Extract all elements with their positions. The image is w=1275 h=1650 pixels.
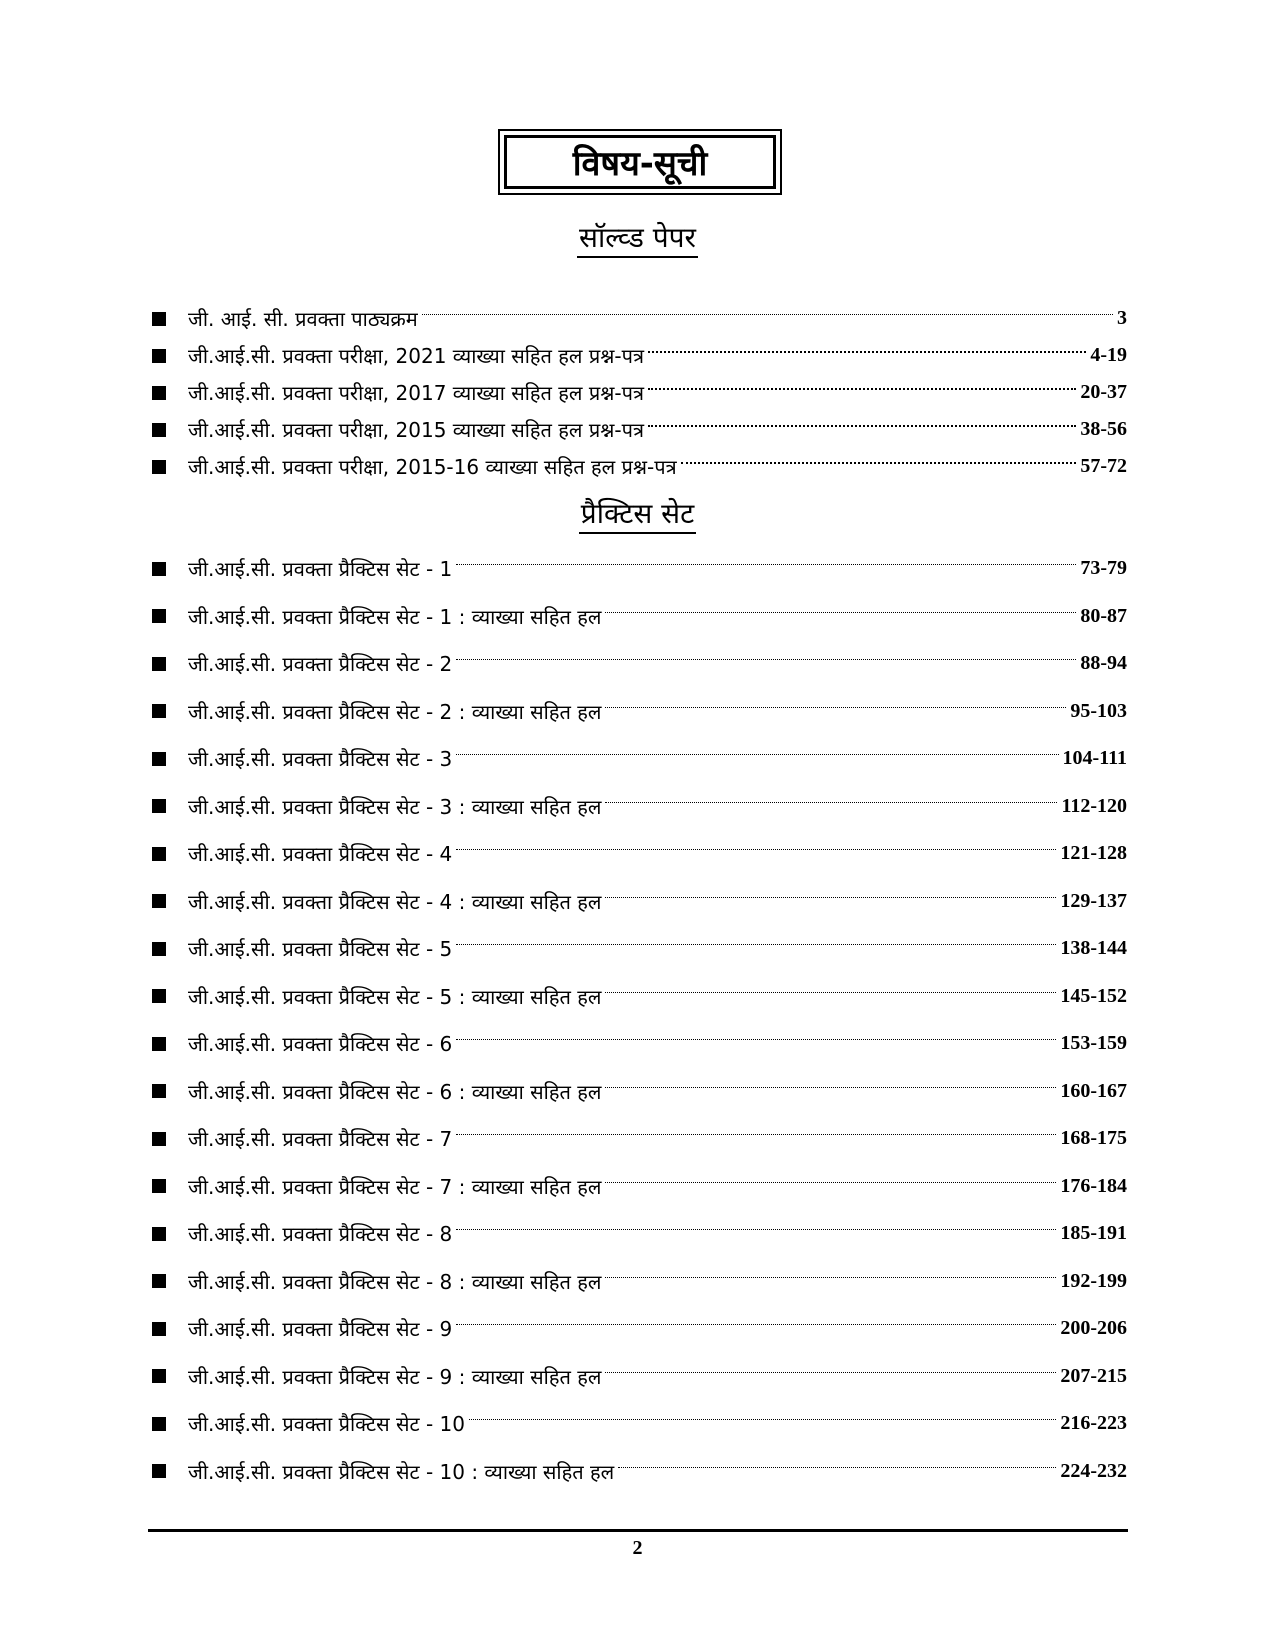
toc-entry[interactable] <box>152 1210 1127 1258</box>
toc-entry-title: जी.आई.सी. प्रवक्ता प्रैक्टिस सेट - 4 : व्याख्या सहित हल <box>188 889 602 914</box>
toc-entry-title: जी.आई.सी. प्रवक्ता प्रैक्टिस सेट - 1 <box>188 557 453 582</box>
square-bullet-icon <box>152 1369 166 1383</box>
dot-leader <box>605 707 1066 708</box>
toc-entry[interactable] <box>152 1448 1127 1496</box>
toc-entry-pages: 104-111 <box>1062 747 1127 770</box>
toc-entry[interactable] <box>152 830 1127 878</box>
toc-entry-title: जी.आई.सी. प्रवक्ता प्रैक्टिस सेट - 1 : व्याख्या सहित हल <box>188 604 602 629</box>
square-bullet-icon <box>152 349 166 363</box>
toc-entry[interactable] <box>152 973 1127 1021</box>
dot-leader <box>605 1372 1056 1373</box>
solved-papers-heading-text: सॉल्व्ड पेपर <box>577 221 698 258</box>
square-bullet-icon <box>152 562 166 576</box>
toc-entry-pages: 176-184 <box>1060 1174 1127 1197</box>
dot-leader <box>605 1182 1056 1183</box>
toc-entry-title: जी.आई.सी. प्रवक्ता प्रैक्टिस सेट - 2 : व्याख्या सहित हल <box>188 699 602 724</box>
dot-leader <box>605 897 1056 898</box>
contents-title: विषय-सूची <box>504 135 776 189</box>
toc-entry-pages: 216-223 <box>1060 1412 1127 1435</box>
square-bullet-icon <box>152 942 166 956</box>
dot-leader <box>422 314 1113 315</box>
toc-entry-title: जी.आई.सी. प्रवक्ता प्रैक्टिस सेट - 9 : व्याख्या सहित हल <box>188 1364 602 1389</box>
dot-leader <box>456 1324 1056 1325</box>
toc-entry[interactable] <box>152 1305 1127 1353</box>
toc-entry-title: जी.आई.सी. प्रवक्ता प्रैक्टिस सेट - 6 <box>188 1032 453 1057</box>
toc-entry-pages: 20-37 <box>1080 381 1127 403</box>
toc-entry-pages: 145-152 <box>1060 984 1127 1007</box>
dot-leader <box>648 351 1086 353</box>
dot-leader <box>681 462 1077 464</box>
toc-entry-pages: 112-120 <box>1061 794 1127 817</box>
toc-entry[interactable] <box>152 300 1127 337</box>
toc-entry-title: जी.आई.सी. प्रवक्ता प्रैक्टिस सेट - 5 : व्याख्या सहित हल <box>188 984 602 1009</box>
square-bullet-icon <box>152 1084 166 1098</box>
practice-sets-heading <box>0 494 1275 532</box>
square-bullet-icon <box>152 386 166 400</box>
dot-leader <box>605 802 1057 803</box>
dot-leader <box>618 1467 1056 1468</box>
toc-entry-pages: 121-128 <box>1060 842 1127 865</box>
toc-entry-pages: 192-199 <box>1060 1269 1127 1292</box>
square-bullet-icon <box>152 657 166 671</box>
square-bullet-icon <box>152 460 166 474</box>
toc-entry-title: जी.आई.सी. प्रवक्ता प्रैक्टिस सेट - 7 : व्याख्या सहित हल <box>188 1174 602 1199</box>
dot-leader <box>456 849 1056 850</box>
toc-entry[interactable] <box>152 878 1127 926</box>
dot-leader <box>456 564 1076 565</box>
dot-leader <box>456 1134 1056 1135</box>
toc-entry[interactable] <box>152 1115 1127 1163</box>
toc-entry-pages: 38-56 <box>1080 418 1127 440</box>
toc-entry[interactable] <box>152 640 1127 688</box>
square-bullet-icon <box>152 1037 166 1051</box>
square-bullet-icon <box>152 704 166 718</box>
toc-entry-title: जी.आई.सी. प्रवक्ता प्रैक्टिस सेट - 3 : व्याख्या सहित हल <box>188 794 602 819</box>
toc-entry[interactable] <box>152 337 1127 374</box>
toc-entry[interactable] <box>152 1020 1127 1068</box>
toc-entry-pages: 185-191 <box>1060 1222 1127 1245</box>
toc-entry-title: जी.आई.सी. प्रवक्ता परीक्षा, 2017 व्याख्या सहित हल प्रश्न-पत्र <box>188 381 644 405</box>
dot-leader <box>456 944 1056 945</box>
dot-leader <box>456 754 1058 755</box>
page-number: 2 <box>632 1537 643 1559</box>
toc-entry-title: जी.आई.सी. प्रवक्ता प्रैक्टिस सेट - 7 <box>188 1127 453 1152</box>
square-bullet-icon <box>152 423 166 437</box>
toc-entry[interactable] <box>152 545 1127 593</box>
toc-entry-title: जी.आई.सी. प्रवक्ता प्रैक्टिस सेट - 10 : व्याख्या सहित हल <box>188 1459 615 1484</box>
dot-leader <box>469 1419 1056 1420</box>
square-bullet-icon <box>152 1227 166 1241</box>
square-bullet-icon <box>152 312 166 326</box>
toc-entry[interactable] <box>152 925 1127 973</box>
footer-rule <box>148 1529 1128 1532</box>
toc-entry-pages: 80-87 <box>1080 604 1127 627</box>
toc-entry-title: जी.आई.सी. प्रवक्ता प्रैक्टिस सेट - 6 : व्याख्या सहित हल <box>188 1079 602 1104</box>
square-bullet-icon <box>152 1179 166 1193</box>
toc-entry-title: जी.आई.सी. प्रवक्ता परीक्षा, 2015-16 व्याख्या सहित हल प्रश्न-पत्र <box>188 455 677 479</box>
dot-leader <box>648 388 1076 390</box>
toc-entry[interactable] <box>152 374 1127 411</box>
toc-entry[interactable] <box>152 593 1127 641</box>
square-bullet-icon <box>152 609 166 623</box>
toc-entry-title: जी.आई.सी. प्रवक्ता प्रैक्टिस सेट - 5 <box>188 937 453 962</box>
square-bullet-icon <box>152 1464 166 1478</box>
toc-entry-pages: 224-232 <box>1060 1459 1127 1482</box>
toc-entry-pages: 153-159 <box>1060 1032 1127 1055</box>
toc-entry[interactable] <box>152 783 1127 831</box>
solved-papers-list <box>152 300 1127 485</box>
toc-entry-pages: 95-103 <box>1070 699 1127 722</box>
toc-entry[interactable] <box>152 1400 1127 1448</box>
solved-papers-heading <box>0 218 1275 256</box>
toc-entry[interactable] <box>152 688 1127 736</box>
toc-entry-pages: 200-206 <box>1060 1317 1127 1340</box>
toc-entry-pages: 3 <box>1117 307 1127 329</box>
square-bullet-icon <box>152 1322 166 1336</box>
toc-entry-pages: 207-215 <box>1060 1364 1127 1387</box>
toc-entry[interactable] <box>152 1258 1127 1306</box>
practice-sets-list <box>152 545 1127 1495</box>
dot-leader <box>605 1087 1056 1088</box>
toc-entry-title: जी.आई.सी. प्रवक्ता प्रैक्टिस सेट - 8 : व्याख्या सहित हल <box>188 1269 602 1294</box>
toc-entry-pages: 129-137 <box>1060 889 1127 912</box>
toc-entry[interactable] <box>152 448 1127 485</box>
contents-title-box <box>498 129 782 195</box>
dot-leader <box>648 425 1076 427</box>
dot-leader <box>605 992 1056 993</box>
toc-entry-title: जी.आई.सी. प्रवक्ता प्रैक्टिस सेट - 3 <box>188 747 453 772</box>
toc-entry-title: जी.आई.सी. प्रवक्ता प्रैक्टिस सेट - 2 <box>188 652 453 677</box>
toc-entry-title: जी.आई.सी. प्रवक्ता प्रैक्टिस सेट - 4 <box>188 842 453 867</box>
square-bullet-icon <box>152 1274 166 1288</box>
dot-leader <box>605 1277 1056 1278</box>
square-bullet-icon <box>152 1417 166 1431</box>
toc-entry[interactable] <box>152 1068 1127 1116</box>
dot-leader <box>456 659 1076 660</box>
square-bullet-icon <box>152 847 166 861</box>
toc-entry-pages: 138-144 <box>1060 937 1127 960</box>
toc-entry-title: जी.आई.सी. प्रवक्ता परीक्षा, 2021 व्याख्या सहित हल प्रश्न-पत्र <box>188 344 644 368</box>
toc-entry-title: जी.आई.सी. प्रवक्ता प्रैक्टिस सेट - 8 <box>188 1222 453 1247</box>
toc-entry-title: जी.आई.सी. प्रवक्ता प्रैक्टिस सेट - 10 <box>188 1412 465 1437</box>
toc-entry-pages: 160-167 <box>1060 1079 1127 1102</box>
practice-sets-heading-text: प्रैक्टिस सेट <box>579 497 696 534</box>
toc-entry-title: जी. आई. सी. प्रवक्ता पाठ्यक्रम <box>188 307 418 331</box>
toc-entry-pages: 73-79 <box>1080 557 1127 580</box>
square-bullet-icon <box>152 752 166 766</box>
square-bullet-icon <box>152 1132 166 1146</box>
toc-entry-pages: 168-175 <box>1060 1127 1127 1150</box>
toc-entry-title: जी.आई.सी. प्रवक्ता प्रैक्टिस सेट - 9 <box>188 1317 453 1342</box>
square-bullet-icon <box>152 894 166 908</box>
toc-entry[interactable] <box>152 1353 1127 1401</box>
square-bullet-icon <box>152 799 166 813</box>
toc-entry[interactable] <box>152 735 1127 783</box>
toc-entry[interactable] <box>152 411 1127 448</box>
toc-entry-pages: 57-72 <box>1080 455 1127 477</box>
toc-entry-title: जी.आई.सी. प्रवक्ता परीक्षा, 2015 व्याख्या सहित हल प्रश्न-पत्र <box>188 418 644 442</box>
toc-entry-pages: 4-19 <box>1090 344 1127 366</box>
dot-leader <box>456 1039 1056 1040</box>
dot-leader <box>456 1229 1056 1230</box>
square-bullet-icon <box>152 989 166 1003</box>
toc-entry-pages: 88-94 <box>1080 652 1127 675</box>
toc-entry[interactable] <box>152 1163 1127 1211</box>
dot-leader <box>605 612 1076 613</box>
